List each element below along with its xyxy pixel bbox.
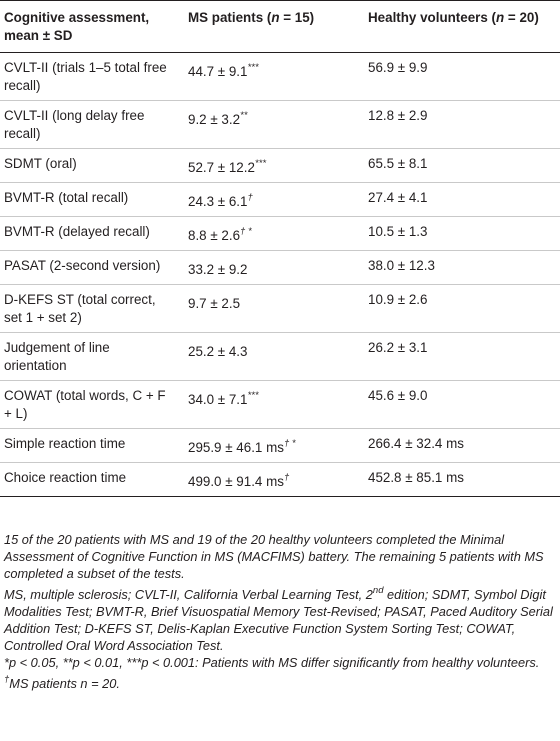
table-row: [0, 285, 560, 333]
row-label: Choice reaction time: [4, 470, 127, 485]
footnote-dagger-mark: †: [4, 674, 10, 685]
row-label: BVMT-R (delayed recall): [4, 224, 150, 239]
table-row: [0, 101, 560, 149]
header-hv-n: n: [496, 10, 505, 25]
ms-value-cell: [178, 149, 358, 183]
header-cognitive-assessment: Cognitive assessment, mean ± SD: [4, 10, 150, 43]
ms-significance-mark: † *: [240, 226, 252, 237]
ms-value: 24.3 ± 6.1: [188, 194, 248, 209]
header-ms-n: n: [271, 10, 280, 25]
ms-value-cell: [178, 429, 358, 463]
ms-value-cell: [178, 251, 358, 285]
footnote-abbreviations: [4, 582, 556, 654]
ms-value: 295.9 ± 46.1 ms: [188, 440, 284, 455]
header-hv-suffix: = 20): [504, 10, 539, 25]
row-label: PASAT (2-second version): [4, 258, 161, 273]
ms-value: 52.7 ± 12.2: [188, 160, 255, 175]
ms-value-cell: [178, 285, 358, 333]
ms-significance-mark: ***: [254, 158, 267, 169]
hv-value: 12.8 ± 2.9: [368, 108, 428, 123]
ms-significance-mark: ***: [247, 62, 259, 73]
ms-value-cell: [178, 217, 358, 251]
hv-value: 10.5 ± 1.3: [368, 224, 428, 239]
table-row: [0, 333, 560, 381]
hv-value: 26.2 ± 3.1: [368, 340, 428, 355]
footnote-dagger: [4, 671, 556, 692]
ms-value: 34.0 ± 7.1: [188, 392, 248, 407]
ms-value: 25.2 ± 4.3: [188, 344, 248, 359]
hv-value: 10.9 ± 2.6: [368, 292, 428, 307]
ms-value: 9.2 ± 3.2: [188, 112, 241, 127]
hv-value: 27.4 ± 4.1: [368, 190, 428, 205]
hv-value: 65.5 ± 8.1: [368, 156, 428, 171]
row-label: Simple reaction time: [4, 436, 126, 451]
ms-value: 33.2 ± 9.2: [188, 262, 248, 277]
ms-value-cell: [178, 381, 358, 429]
footnote-sample: 15 of the 20 patients with MS and 19 of the 20 healthy volunteers completed the Minimal Assessment of Cognitive Function in MS (MACFIMS) battery. The remaining 5 patients with MS completed a subset of the tests.: [4, 532, 544, 581]
ms-value: 8.8 ± 2.6: [188, 228, 241, 243]
ms-value-cell: [178, 183, 358, 217]
ms-significance-mark: **: [240, 110, 248, 121]
row-label: COWAT (total words, C + F + L): [4, 388, 166, 421]
ms-value-cell: [178, 463, 358, 497]
hv-value: 45.6 ± 9.0: [368, 388, 428, 403]
ms-significance-mark: † *: [283, 438, 296, 449]
row-label: D-KEFS ST (total correct, set 1 + set 2): [4, 292, 156, 325]
table-footnotes: [4, 531, 556, 692]
table-row: [0, 429, 560, 463]
header-ms-patients: [178, 1, 358, 53]
hv-value: 38.0 ± 12.3: [368, 258, 435, 273]
ms-significance-mark: †: [283, 472, 290, 483]
footnote-dagger-text: MS patients n = 20.: [9, 676, 120, 691]
table-row: [0, 53, 560, 101]
hv-value: 56.9 ± 9.9: [368, 60, 428, 75]
footnote-abbrev-a: MS, multiple sclerosis; CVLT-II, California Verbal Learning Test, 2: [4, 587, 373, 602]
table-row: [0, 251, 560, 285]
row-label: BVMT-R (total recall): [4, 190, 129, 205]
row-label: CVLT-II (long delay free recall): [4, 108, 145, 141]
row-label: SDMT (oral): [4, 156, 77, 171]
footnote-significance: *p < 0.05, **p < 0.01, ***p < 0.001: Patients with MS differ significantly from healthy volunteers.: [4, 655, 540, 670]
header-ms-prefix: MS patients (: [188, 10, 272, 25]
ms-value: 499.0 ± 91.4 ms: [188, 474, 284, 489]
header-ms-suffix: = 15): [279, 10, 315, 25]
ms-value-cell: [178, 101, 358, 149]
row-label: CVLT-II (trials 1–5 total free recall): [4, 60, 167, 93]
table-row: [0, 217, 560, 251]
ms-significance-mark: ***: [247, 390, 259, 401]
ms-value-cell: [178, 333, 358, 381]
ms-value: 44.7 ± 9.1: [188, 64, 248, 79]
ms-value: 9.7 ± 2.5: [188, 296, 241, 311]
table-body: [0, 53, 560, 497]
table-row: [0, 149, 560, 183]
ms-value-cell: [178, 53, 358, 101]
table-header-row: [0, 1, 560, 53]
table-row: [0, 463, 560, 497]
footnote-abbrev-sup: nd: [372, 585, 384, 596]
table-row: [0, 381, 560, 429]
header-healthy-volunteers: [358, 1, 560, 53]
header-hv-prefix: Healthy volunteers (: [368, 10, 496, 25]
ms-significance-mark: †: [247, 192, 253, 203]
hv-value: 452.8 ± 85.1 ms: [368, 470, 464, 485]
table-row: [0, 183, 560, 217]
footnote-abbrev-b: edition; SDMT, Symbol Digit Modalities Test; BVMT-R, Brief Visuospatial Memory Test-Revised; PASAT, Paced Auditory Serial Addition Test; D-KEFS ST, Delis-Kaplan Executive Function System Sorting Test; COWAT, Controlled Oral Word Association Test.: [4, 587, 553, 653]
hv-value: 266.4 ± 32.4 ms: [368, 436, 464, 451]
row-label: Judgement of line orientation: [4, 340, 110, 373]
